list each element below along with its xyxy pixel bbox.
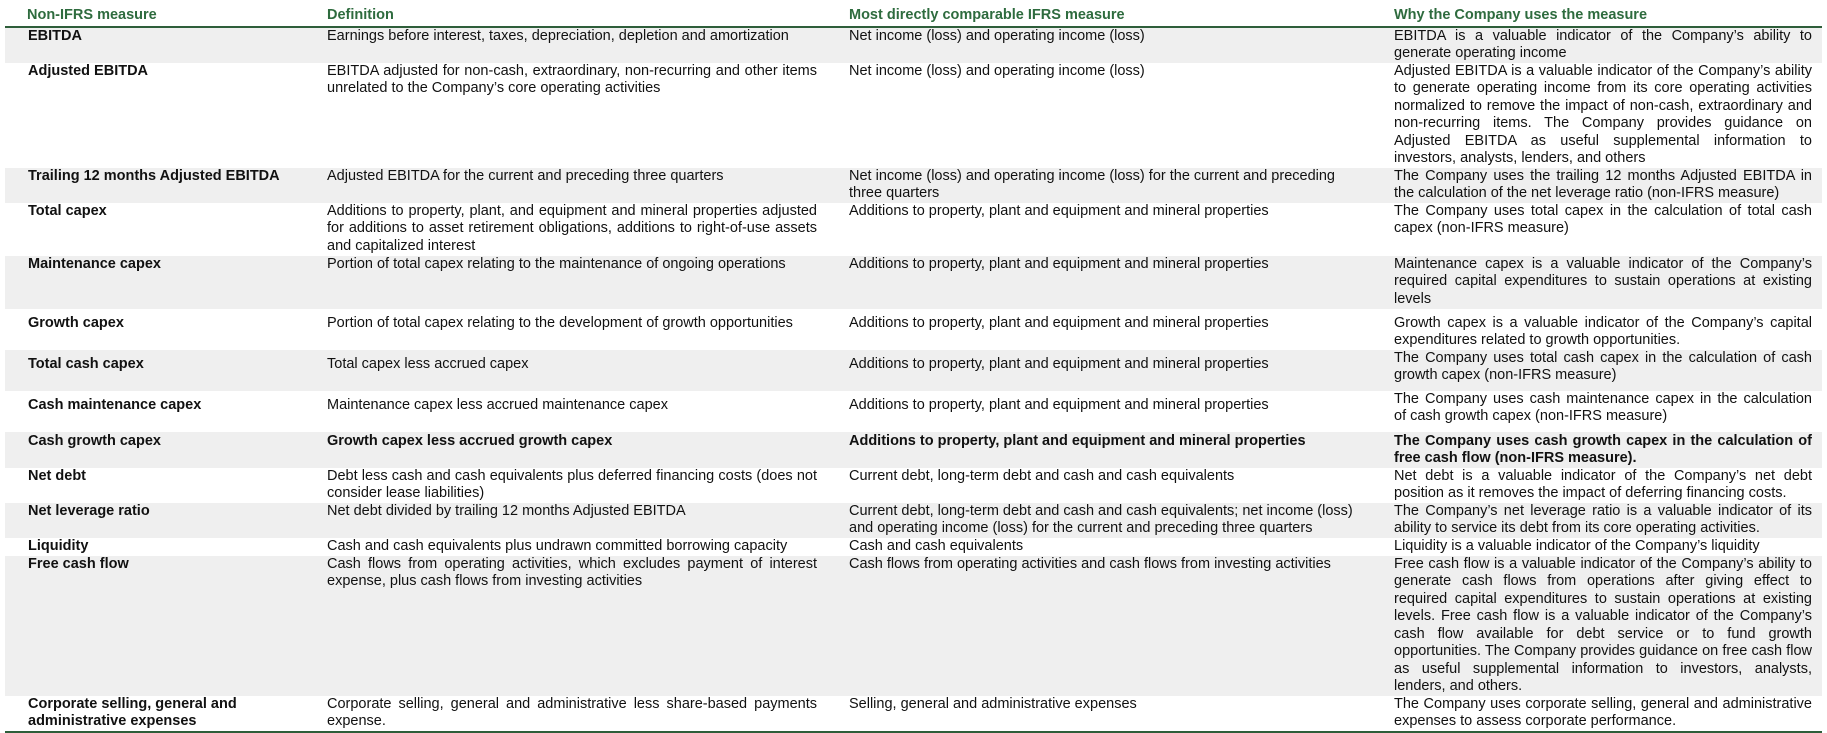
measure-definition: Corporate selling, general and administrative less share-based payments expense. <box>305 696 827 732</box>
measure-name: Cash maintenance capex <box>28 396 202 413</box>
measure-rationale: Adjusted EBITDA is a valuable indicator of the Company’s ability to generate operating income from its core operating activities normalized to remove the impact of non-cash, extraordinary and non-recurring items. The Company provides guidance on Adjusted EBITDA as useful supplemental information to investors, analysts, lenders, and others <box>1394 62 1812 166</box>
measure-name: Cash growth capex <box>5 432 305 468</box>
table-row <box>5 696 1822 732</box>
measure-rationale: Net debt is a valuable indicator of the Company’s net debt position as it removes the impact of deferring financing costs. <box>1394 467 1812 501</box>
table-row <box>5 503 1822 538</box>
measure-definition: EBITDA adjusted for non-cash, extraordinary, non-recurring and other items unrelated to the Company’s core operating activities <box>327 62 817 96</box>
measure-name: Trailing 12 months Adjusted EBITDA <box>5 168 305 203</box>
measure-name: EBITDA <box>5 27 305 63</box>
measure-definition: Portion of total capex relating to the development of growth opportunities <box>327 314 793 331</box>
measure-rationale: The Company’s net leverage ratio is a valuable indicator of its ability to service its debt from its core operating activities. <box>1372 503 1822 538</box>
measure-definition: Debt less cash and cash equivalents plus deferred financing costs (does not consider lease liabilities) <box>327 467 817 501</box>
measure-name: Net leverage ratio <box>5 503 305 538</box>
comparable-ifrs-measure: Cash and cash equivalents <box>849 537 1024 554</box>
table-row <box>5 168 1822 203</box>
comparable-ifrs-measure: Additions to property, plant and equipment and mineral properties <box>827 256 1372 309</box>
measure-definition: Adjusted EBITDA for the current and preceding three quarters <box>305 168 827 203</box>
measure-name: Net debt <box>28 467 86 484</box>
non-ifrs-measures-table-container <box>5 4 1822 733</box>
table-row <box>5 27 1822 63</box>
measure-definition: Total capex less accrued capex <box>305 350 827 391</box>
measure-rationale: The Company uses the trailing 12 months Adjusted EBITDA in the calculation of the net leverage ratio (non-IFRS measure) <box>1372 168 1822 203</box>
non-ifrs-measures-table <box>5 4 1822 733</box>
measure-rationale: Free cash flow is a valuable indicator of the Company’s ability to generate cash flows from operations after giving effect to required capital expenditures to sustain operations at existing levels. Free cash flow is a valuable indicator of the Company’s cash flow available for debt service or to fund growth opportunities. The Company provides guidance on free cash flow as useful supplemental information to investors, analysts, lenders, and others. <box>1372 556 1822 696</box>
table-row <box>5 556 1822 696</box>
measure-name: Total cash capex <box>5 350 305 391</box>
table-row <box>5 256 1822 309</box>
measure-definition: Portion of total capex relating to the maintenance of ongoing operations <box>305 256 827 309</box>
measure-name: Growth capex <box>28 314 124 331</box>
table-row <box>5 350 1822 391</box>
comparable-ifrs-measure: Selling, general and administrative expenses <box>827 696 1372 732</box>
measure-name: Total capex <box>28 202 107 219</box>
measure-rationale: The Company uses total capex in the calculation of total cash capex (non-IFRS measure) <box>1394 202 1812 236</box>
measure-rationale: Growth capex is a valuable indicator of the Company’s capital expenditures related to growth opportunities. <box>1394 314 1812 348</box>
measure-definition: Cash flows from operating activities, which excludes payment of interest expense, plus cash flows from investing activities <box>305 556 827 696</box>
measure-name: Free cash flow <box>5 556 305 696</box>
comparable-ifrs-measure: Net income (loss) and operating income (loss) <box>849 62 1145 79</box>
measure-definition: Cash and cash equivalents plus undrawn committed borrowing capacity <box>327 537 788 554</box>
measure-name: Liquidity <box>28 537 89 554</box>
comparable-ifrs-measure: Additions to property, plant and equipment and mineral properties <box>827 350 1372 391</box>
table-row <box>5 391 1822 432</box>
header-why-used: Why the Company uses the measure <box>1372 4 1822 27</box>
table-row <box>5 63 1822 168</box>
comparable-ifrs-measure: Additions to property, plant and equipment and mineral properties <box>849 202 1269 219</box>
measure-definition: Growth capex less accrued growth capex <box>305 432 827 468</box>
header-definition: Definition <box>305 4 827 27</box>
comparable-ifrs-measure: Additions to property, plant and equipment and mineral properties <box>827 432 1372 468</box>
table-header-row <box>5 4 1822 27</box>
table-row <box>5 538 1822 556</box>
measure-name: Adjusted EBITDA <box>28 62 149 79</box>
comparable-ifrs-measure: Additions to property, plant and equipment and mineral properties <box>849 396 1269 413</box>
table-row <box>5 203 1822 256</box>
table-row <box>5 468 1822 503</box>
measure-definition: Net debt divided by trailing 12 months Adjusted EBITDA <box>305 503 827 538</box>
comparable-ifrs-measure: Cash flows from operating activities and cash flows from investing activities <box>827 556 1372 696</box>
header-ifrs-measure: Most directly comparable IFRS measure <box>827 4 1372 27</box>
measure-rationale: Maintenance capex is a valuable indicator of the Company’s required capital expenditures to sustain operations at existing levels <box>1372 256 1822 309</box>
measure-rationale: The Company uses cash maintenance capex in the calculation of cash growth capex (non-IFRS measure) <box>1394 390 1812 424</box>
measure-rationale: The Company uses cash growth capex in the calculation of free cash flow (non-IFRS measure). <box>1372 432 1822 468</box>
comparable-ifrs-measure: Net income (loss) and operating income (loss) <box>827 27 1372 63</box>
measure-definition: Earnings before interest, taxes, depreciation, depletion and amortization <box>305 27 827 63</box>
measure-rationale: Liquidity is a valuable indicator of the Company’s liquidity <box>1394 537 1760 554</box>
comparable-ifrs-measure: Net income (loss) and operating income (loss) for the current and preceding three quarters <box>827 168 1372 203</box>
comparable-ifrs-measure: Current debt, long-term debt and cash and cash equivalents; net income (loss) and operating income (loss) for the current and preceding three quarters <box>827 503 1372 538</box>
measure-rationale: The Company uses corporate selling, general and administrative expenses to assess corporate performance. <box>1372 696 1822 732</box>
measure-definition: Maintenance capex less accrued maintenance capex <box>327 396 668 413</box>
comparable-ifrs-measure: Additions to property, plant and equipment and mineral properties <box>849 314 1269 331</box>
measure-rationale: The Company uses total cash capex in the calculation of cash growth capex (non-IFRS measure) <box>1372 350 1822 391</box>
measure-name: Corporate selling, general and administrative expenses <box>5 696 305 732</box>
header-non-ifrs-measure: Non-IFRS measure <box>5 4 305 27</box>
measure-definition: Additions to property, plant, and equipment and mineral properties adjusted for additions to asset retirement obligations, additions to right-of-use assets and capitalized interest <box>327 202 817 254</box>
measure-rationale: EBITDA is a valuable indicator of the Company’s ability to generate operating income <box>1372 27 1822 63</box>
table-row <box>5 309 1822 350</box>
table-row <box>5 432 1822 468</box>
measure-name: Maintenance capex <box>5 256 305 309</box>
comparable-ifrs-measure: Current debt, long-term debt and cash and cash equivalents <box>849 467 1235 484</box>
